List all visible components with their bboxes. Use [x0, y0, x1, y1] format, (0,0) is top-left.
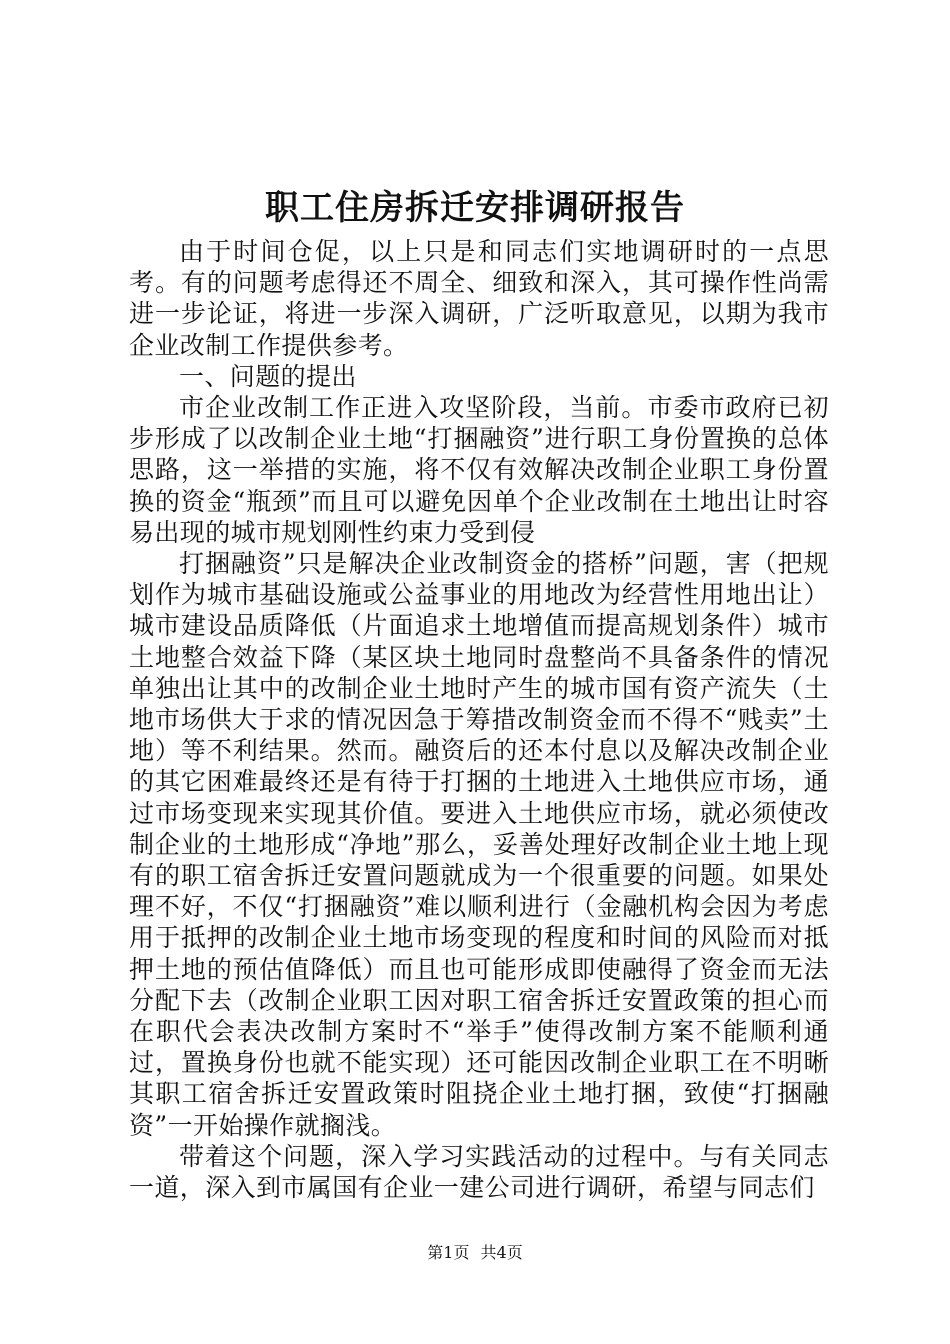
page-total: 共4页 — [480, 1243, 523, 1262]
section-heading: 一、问题的提出 — [179, 361, 357, 391]
paragraph-background: 市企业改制工作正进入攻坚阶段，当前。市委市政府已初步形成了以改制企业土地“打捆融资”进行职工身份置换的总体思路，这一举措的实施，将不仅有效解决改制企业职工身份置换的资金“瓶颈”而且可以避免因单个企业改制在土地出让时容易出现的城市规划刚性约束力受到侵 — [129, 393, 829, 547]
paragraph-research: 带着这个问题，深入学习实践活动的过程中。与有关同志一道，深入到市属国有企业一建公司进行调研，希望与同志们 — [129, 1141, 829, 1203]
document-title: 职工住房拆迁安排调研报告 — [265, 188, 685, 228]
document-body — [129, 236, 829, 1203]
page-number: 第1页 — [427, 1243, 470, 1262]
page-footer — [0, 1241, 950, 1265]
paragraph-problem: 打捆融资”只是解决企业改制资金的搭桥”问题，害（把规划作为城市基础设施或公益事业的用地改为经营性用地出让）城市建设品质降低（片面追求土地增值而提高规划条件）城市土地整合效益下降（某区块土地同时盘整尚不具备条件的情况单独出让其中的改制企业土地时产生的城市国有资产流失（土地市场供大于求的情况因急于筹措改制资金而不得不“贱卖”土地）等不利结果。然而。融资后的还本付息以及解决改制企业的其它困难最终还是有待于打捆的土地进入土地供应市场，通过市场变现来实现其价值。要进入土地供应市场，就必须使改制企业的土地形成“净地”那么，妥善处理好改制企业土地上现有的职工宿舍拆迁安置问题就成为一个很重要的问题。如果处理不好，不仅“打捆融资”难以顺利进行（金融机构会因为考虑用于抵押的改制企业土地市场变现的程度和时间的风险而对抵押土地的预估值降低）而且也可能形成即使融得了资金而无法分配下去（改制企业职工因对职工宿舍拆迁安置政策的担心而在职代会表决改制方案时不“举手”使得改制方案不能顺利通过，置换身份也就不能实现）还可能因改制企业职工在不明晰其职工宿舍拆迁安置政策时阻挠企业土地打捆，致使“打捆融资”一开始操作就搁浅。 — [129, 549, 829, 1140]
paragraph-intro: 由于时间仓促，以上只是和同志们实地调研时的一点思考。有的问题考虑得还不周全、细致和深入，其可操作性尚需进一步论证，将进一步深入调研，广泛听取意见，以期为我市企业改制工作提供参考。 — [129, 237, 829, 360]
